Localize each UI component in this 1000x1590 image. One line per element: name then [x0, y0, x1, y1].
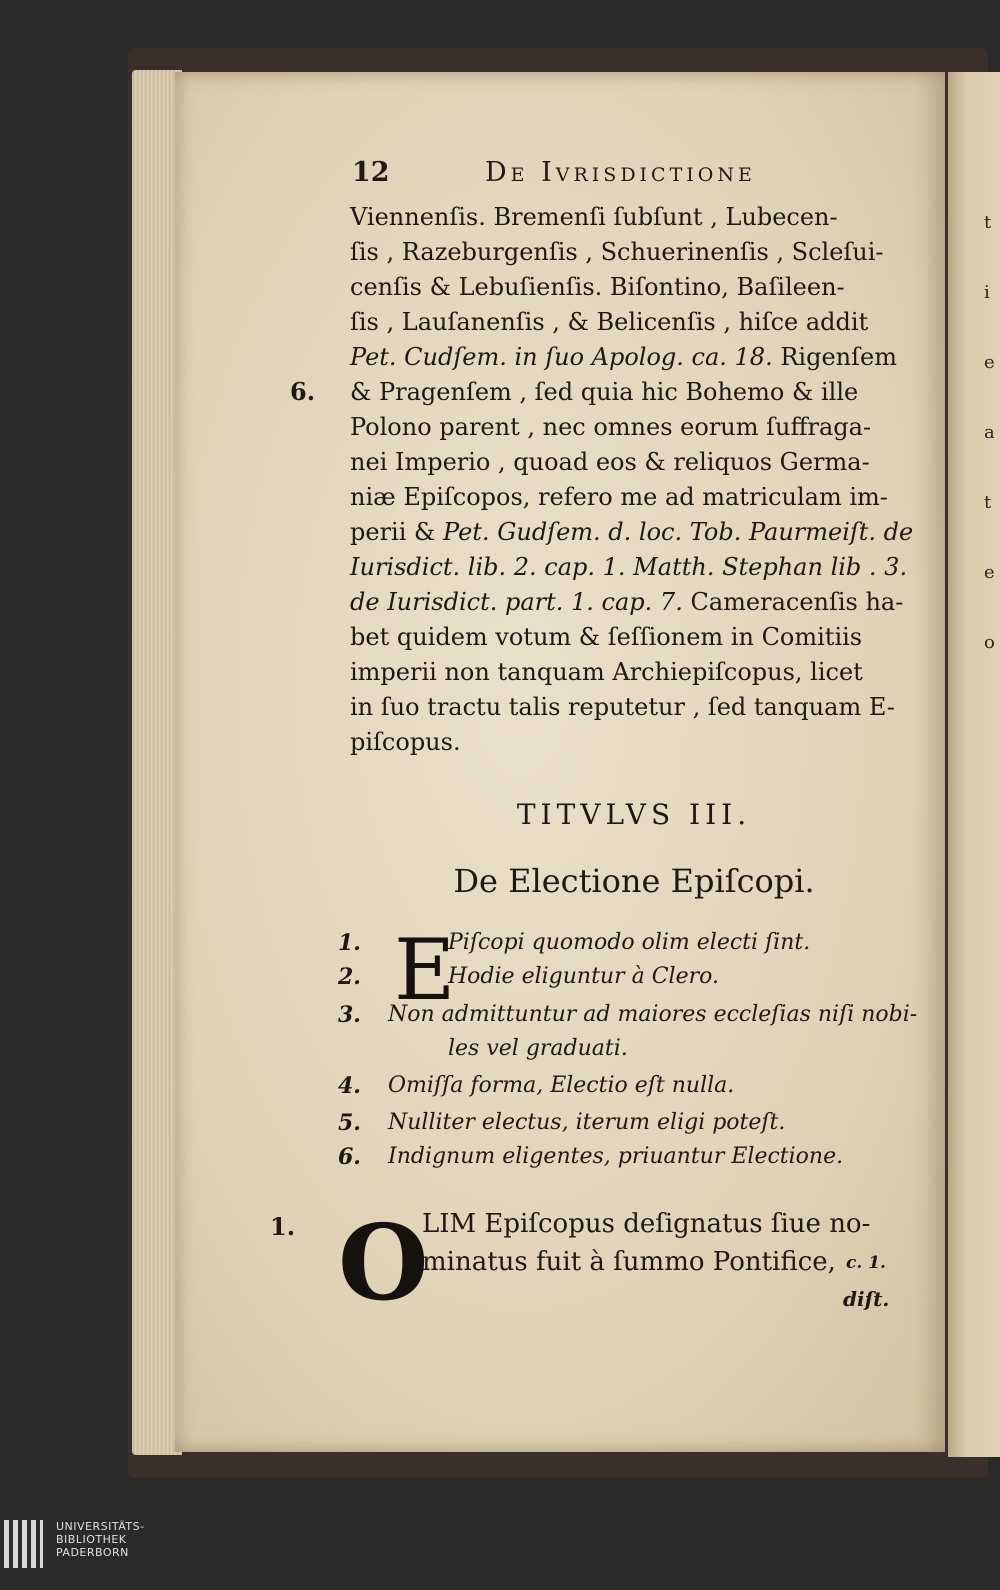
summary-number: 1. [338, 930, 361, 956]
body-text-run: Rigenſem [772, 343, 897, 371]
body-text-run: nei Imperio , quoad eos & reliquos Germa- [350, 448, 870, 476]
body-line [350, 725, 918, 760]
summary-text: Omiſſa forma, Electio eſt nulla. [388, 1073, 735, 1098]
citation-text: Pet. Gudſem. d. loc. Tob. Paurmeiſt. de [443, 518, 914, 546]
body-text-run: ſis , Lauſanenſis , & Belicenſis , hiſce addit [350, 308, 869, 336]
paragraph-line: LIM Epiſcopus deſignatus ſiue no- [422, 1209, 871, 1239]
library-logo-icon [4, 1520, 50, 1568]
facing-page-fragment: e [984, 562, 995, 583]
summary-number: 6. [338, 1144, 361, 1170]
library-name-line: BIBLIOTHEK [56, 1533, 127, 1546]
body-text-run: piſcopus. [350, 728, 461, 756]
paragraph-margin-ref: c. 1. [846, 1253, 886, 1273]
body-line [350, 620, 918, 655]
body-text-run: perii & [350, 518, 444, 546]
body-line [350, 200, 918, 235]
body-text [350, 200, 918, 760]
body-line [350, 550, 918, 585]
body-text-run: imperii non tanquam Archiepiſcopus, licet [350, 658, 863, 686]
citation-text: de Iurisdict. part. 1. cap. 7. [350, 588, 683, 616]
margin-marker: 6. [290, 377, 316, 406]
summary-number: 2. [338, 964, 361, 990]
body-text-run: niæ Epiſcopos, refero me ad matriculam im- [350, 483, 888, 511]
citation-text: Iurisdict. lib. 2. cap. 1. Matth. Stephan lib . 3. [350, 553, 908, 581]
facing-page-fragment: i [984, 282, 990, 303]
body-text-run: bet quidem votum & ſeſſionem in Comitiis [350, 623, 863, 651]
body-line [350, 270, 918, 305]
running-header [352, 157, 832, 189]
citation-text: Pet. Cudſem. in ſuo Apolog. ca. 18. [350, 343, 773, 371]
summary-number: 5. [338, 1110, 361, 1136]
paragraph-number: 1. [270, 1212, 296, 1241]
paragraph-dropcap: O [338, 1201, 429, 1324]
body-line [350, 235, 918, 270]
body-line [350, 305, 918, 340]
library-name-line: UNIVERSITÄTS- [56, 1520, 145, 1533]
body-line [350, 585, 918, 620]
body-text-run: in ſuo tractu talis reputetur , ſed tanquam E- [350, 693, 895, 721]
paragraph-line: minatus fuit à ſummo Pontifice, [422, 1247, 836, 1277]
body-text-run: Polono parent , nec omnes eorum ſuffraga- [350, 413, 872, 441]
body-line [350, 690, 918, 725]
section-title: TITVLVS III. [516, 798, 752, 831]
facing-page-fragment: t [984, 212, 992, 233]
facing-page-fragment: e [984, 352, 995, 373]
summary-text: Non admittuntur ad maiores eccleſias niſi nobi- [388, 1002, 918, 1027]
summary-text: les vel graduati. [448, 1036, 628, 1061]
body-text-run: Cameracenſis ha- [682, 588, 904, 616]
body-text-run: ſis , Razeburgenſis , Schuerinenſis , Scleſui- [350, 238, 884, 266]
library-footer [0, 1520, 1000, 1590]
body-line [350, 410, 918, 445]
body-text-run: Viennenſis. Bremenſi ſubſunt , Lubecen- [350, 203, 838, 231]
body-line [350, 340, 918, 375]
running-title: De Ivrisdictione [485, 157, 756, 188]
body-line [350, 445, 918, 480]
summary-number: 3. [338, 1002, 361, 1028]
facing-page-fragment: o [984, 632, 995, 653]
summary-text: Piſcopi quomodo olim electi ſint. [448, 930, 811, 955]
body-line [350, 515, 918, 550]
library-name [56, 1520, 145, 1559]
facing-page-edge [948, 72, 1000, 1457]
body-line [350, 655, 918, 690]
body-line [350, 375, 918, 410]
summary-text: Nulliter electus, iterum eligi poteſt. [388, 1110, 786, 1135]
summary-dropcap: E [394, 921, 456, 1019]
paragraph-margin-ref: diſt. [843, 1287, 890, 1311]
summary-text: Hodie eliguntur à Clero. [448, 964, 719, 989]
page-number: 12 [352, 157, 390, 188]
body-text-run: cenſis & Lebuſienſis. Biſontino, Baſileen- [350, 273, 845, 301]
section-subtitle: De Electione Epiſcopi. [453, 862, 815, 900]
summary-number: 4. [338, 1073, 361, 1099]
summary-text: Indignum eligentes, priuantur Electione. [388, 1144, 844, 1169]
body-text-run: & Pragenſem , ſed quia hic Bohemo & ille [350, 378, 859, 406]
library-name-line: PADERBORN [56, 1546, 129, 1559]
body-line [350, 480, 918, 515]
facing-page-fragment: t [984, 492, 992, 513]
facing-page-fragment: a [984, 422, 995, 443]
